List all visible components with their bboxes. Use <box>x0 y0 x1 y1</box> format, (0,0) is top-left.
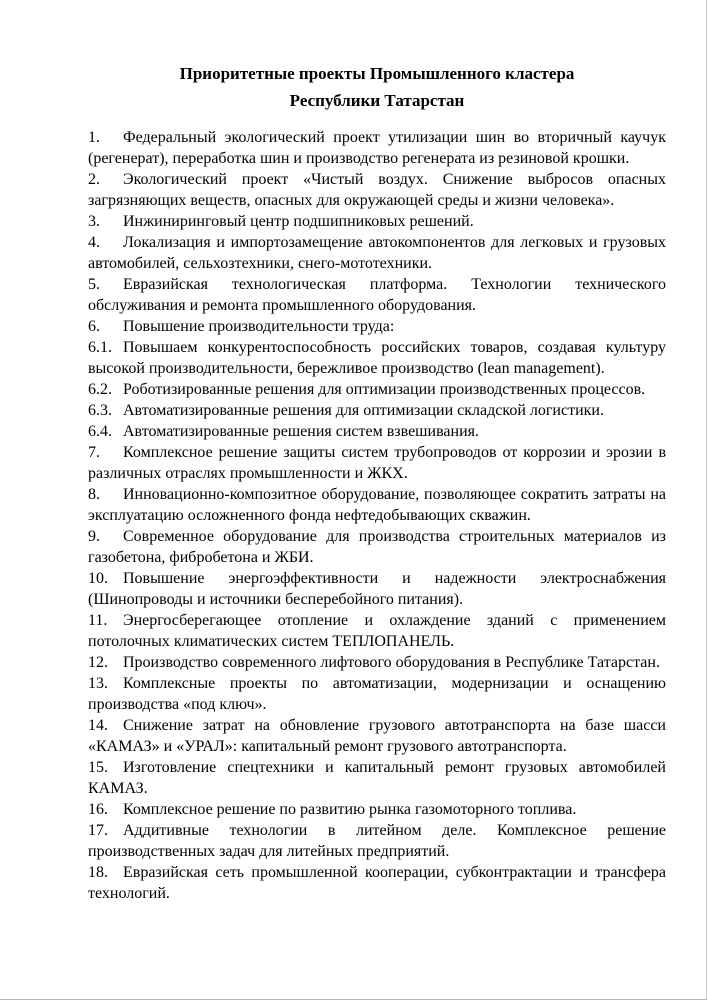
item-text: Изготовление спецтехники и капитальный ремонт грузовых автомобилей КАМАЗ. <box>88 759 666 797</box>
list-item <box>88 169 666 211</box>
item-text: Автоматизированные решения систем взвешивания. <box>123 423 479 440</box>
item-text: Федеральный экологический проект утилизации шин во вторичный каучук (регенерат), переработка шин и производство регенерата из резиновой крошки. <box>88 129 666 167</box>
list-item <box>88 568 666 610</box>
list-item <box>88 232 666 274</box>
item-text: Роботизированные решения для оптимизации производственных процессов. <box>123 381 646 398</box>
item-text: Евразийская сеть промышленной кооперации, субконтрактации и трансфера технологий. <box>88 864 666 902</box>
list-item <box>88 757 666 799</box>
item-number: 17. <box>88 822 108 839</box>
item-number: 6.3. <box>88 402 112 419</box>
item-text: Комплексные проекты по автоматизации, модернизации и оснащению производства «под ключ». <box>88 675 666 713</box>
item-text: Инжиниринговый центр подшипниковых решений. <box>123 213 474 230</box>
item-number: 18. <box>88 864 108 881</box>
list-item <box>88 715 666 757</box>
list-item <box>88 211 666 232</box>
item-text: Энергосберегающее отопление и охлаждение зданий с применением потолочных климатических систем ТЕПЛОПАНЕЛЬ. <box>88 612 666 650</box>
item-text: Автоматизированные решения для оптимизации складской логистики. <box>123 402 604 419</box>
item-number: 14. <box>88 717 108 734</box>
item-text: Производство современного лифтового оборудования в Республике Татарстан. <box>123 654 660 671</box>
item-number: 9. <box>88 528 100 545</box>
document-title <box>88 60 666 114</box>
project-list <box>88 127 666 904</box>
list-item <box>88 316 666 337</box>
item-number: 2. <box>88 171 100 188</box>
list-item <box>88 400 666 421</box>
item-text: Современное оборудование для производства строительных материалов из газобетона, фибробетона и ЖБИ. <box>88 528 666 566</box>
list-item <box>88 274 666 316</box>
list-item <box>88 379 666 400</box>
item-text: Экологический проект «Чистый воздух. Снижение выбросов опасных загрязняющих веществ, опасных для окружающей среды и жизни человека». <box>88 171 666 209</box>
item-text: Евразийская технологическая платформа. Технологии технического обслуживания и ремонта промышленного оборудования. <box>88 276 666 314</box>
document-title-line-2: Республики Татарстан <box>289 91 465 110</box>
item-text: Комплексное решение по развитию рынка газомоторного топлива. <box>123 801 577 818</box>
item-number: 8. <box>88 486 100 503</box>
item-number: 11. <box>88 612 108 629</box>
item-number: 5. <box>88 276 100 293</box>
item-number: 6. <box>88 318 100 335</box>
item-number: 1. <box>88 129 100 146</box>
item-number: 3. <box>88 213 100 230</box>
item-number: 15. <box>88 759 108 776</box>
list-item <box>88 820 666 862</box>
item-number: 6.1. <box>88 339 112 356</box>
item-text: Комплексное решение защиты систем трубопроводов от коррозии и эрозии в различных отраслях промышленности и ЖКХ. <box>88 444 666 482</box>
list-item <box>88 127 666 169</box>
item-number: 7. <box>88 444 100 461</box>
item-text: Инновационно-композитное оборудование, позволяющее сократить затраты на эксплуатацию осложненного фонда нефтедобывающих скважин. <box>88 486 666 524</box>
item-text: Повышение производительности труда: <box>123 318 395 335</box>
list-item <box>88 652 666 673</box>
item-text: Повышение энергоэффективности и надежности электроснабжения (Шинопроводы и источники бесперебойного питания). <box>88 570 666 608</box>
list-item <box>88 526 666 568</box>
item-number: 12. <box>88 654 108 671</box>
item-text: Повышаем конкурентоспособность российских товаров, создавая культуру высокой производительности, бережливое производство (lean management). <box>88 339 666 377</box>
item-number: 16. <box>88 801 108 818</box>
list-item <box>88 337 666 379</box>
item-text: Локализация и импортозамещение автокомпонентов для легковых и грузовых автомобилей, сельхозтехники, снего-мототехники. <box>88 234 666 272</box>
item-number: 4. <box>88 234 100 251</box>
item-text: Аддитивные технологии в литейном деле. Комплексное решение производственных задач для литейных предприятий. <box>88 822 666 860</box>
list-item <box>88 862 666 904</box>
list-item <box>88 484 666 526</box>
item-number: 6.2. <box>88 381 112 398</box>
item-number: 6.4. <box>88 423 112 440</box>
list-item <box>88 421 666 442</box>
list-item <box>88 610 666 652</box>
list-item <box>88 442 666 484</box>
document-title-line-1: Приоритетные проекты Промышленного кластера <box>179 64 575 83</box>
item-number: 13. <box>88 675 108 692</box>
list-item <box>88 799 666 820</box>
item-text: Снижение затрат на обновление грузового автотранспорта на базе шасси «КАМАЗ» и «УРАЛ»: капитальный ремонт грузового автотранспорта. <box>88 717 666 755</box>
list-item <box>88 673 666 715</box>
item-number: 10. <box>88 570 108 587</box>
